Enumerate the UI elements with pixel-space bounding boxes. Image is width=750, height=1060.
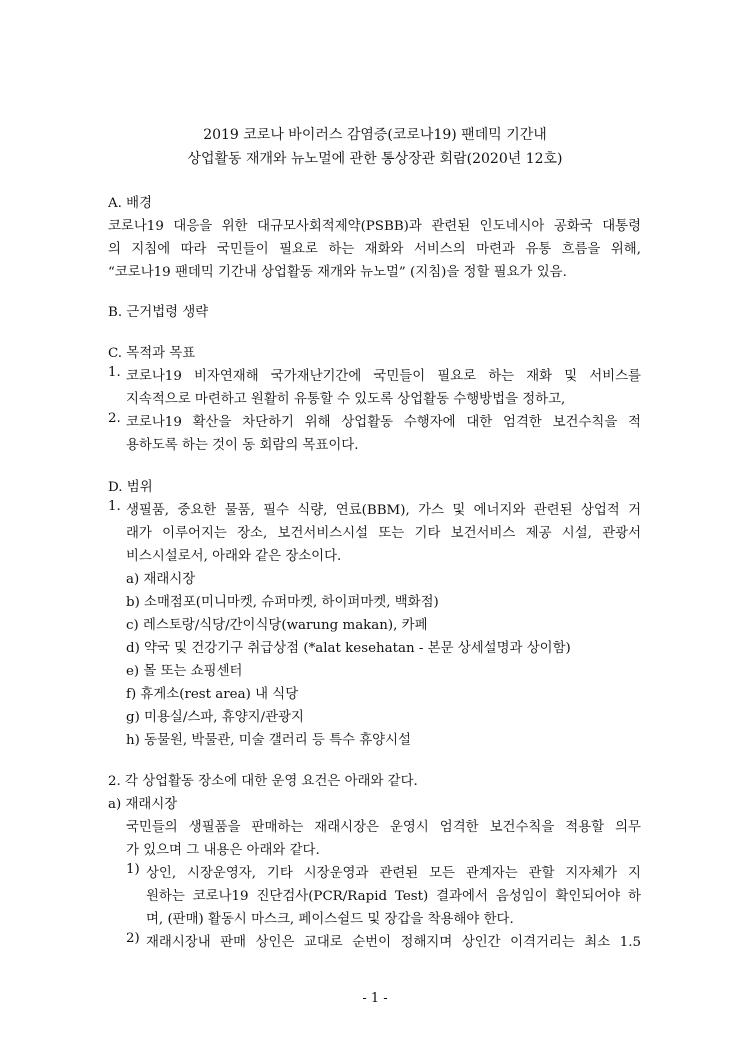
section-d-item-line: 비스시설로서, 아래와 같은 장소이다.: [126, 549, 342, 564]
scope-subitem: h) 동물원, 박물관, 미술 갤러리 등 특수 휴양시설: [126, 733, 411, 748]
section-c-heading: C. 목적과 목표: [108, 346, 196, 361]
section-a-line: “코로나19 팬데믹 기간내 상업활동 재개와 뉴노멀” (지침)을 정할 필요가 있음.: [108, 265, 567, 280]
market-rule-line: 재래시장내 판매 상인은 교대로 순번이 정해지며 상인간 이격거리는 최소 1.5: [146, 935, 641, 950]
market-rule-line: 상인, 시장운영자, 기타 시장운영과 관련된 모든 관계자는 관할 지자체가 지: [146, 866, 641, 881]
section-d-item-num: 1.: [108, 499, 121, 514]
section-c-item-num: 2.: [108, 411, 121, 426]
section-c-item-line: 코로나19 비자연재해 국가재난기간에 국민들이 필요로 하는 재화 및 서비스를: [126, 369, 641, 384]
market-rule-num: 1): [126, 862, 140, 877]
market-rule-line: 며, (판매) 활동시 마스크, 페이스쉴드 및 장갑을 착용해야 한다.: [146, 912, 514, 927]
market-rule-num: 2): [126, 931, 140, 946]
section-d-item-line: 래가 이루어지는 장소, 보건서비스시설 또는 기타 보건서비스 제공 시설, 관광서: [126, 526, 641, 541]
section-d-item2: 2. 각 상업활동 장소에 대한 운영 요건은 아래와 같다.: [108, 774, 418, 789]
document-title-line1: 2019 코로나 바이러스 감염증(코로나19) 팬데믹 기간내: [203, 127, 547, 143]
section-c-item-num: 1.: [108, 365, 121, 380]
traditional-market-heading: a) 재래시장: [108, 797, 178, 812]
scope-subitem: b) 소매점포(미니마켓, 슈퍼마켓, 하이퍼마켓, 백화점): [126, 595, 439, 610]
scope-subitem: e) 몰 또는 쇼핑센터: [126, 664, 243, 679]
section-c-item-line: 지속적으로 마련하고 원활히 유통할 수 있도록 상업활동 수행방법을 정하고,: [126, 392, 566, 407]
market-paragraph-line: 가 있으며 그 내용은 아래와 같다.: [126, 843, 320, 858]
section-a-heading: A. 배경: [108, 196, 153, 211]
scope-subitem: d) 약국 및 건강기구 취급상점 (*alat kesehatan - 본문 상세설명과 상이함): [126, 641, 571, 656]
section-c-item-line: 용하도록 하는 것이 동 회람의 목표이다.: [126, 438, 359, 453]
section-a-line: 의 지침에 따라 국민들이 필요로 하는 재화와 서비스의 마련과 유통 흐름을 위해,: [108, 242, 641, 257]
scope-subitem: g) 미용실/스파, 휴양지/관광지: [126, 710, 304, 725]
scope-subitem: a) 재래시장: [126, 572, 196, 587]
page-number: - 1 -: [362, 991, 388, 1006]
scope-subitem: c) 레스토랑/식당/간이식당(warung makan), 카페: [126, 618, 428, 633]
section-d-heading: D. 범위: [108, 480, 153, 495]
scope-subitem: f) 휴게소(rest area) 내 식당: [126, 687, 299, 702]
section-a-line: 코로나19 대응을 위한 대규모사회적제약(PSBB)과 관련된 인도네시아 공화국 대통령: [108, 219, 641, 234]
section-b-heading: B. 근거법령 생략: [108, 305, 209, 320]
document-title-line2: 상업활동 재개와 뉴노멀에 관한 통상장관 회람(2020년 12호): [187, 151, 563, 167]
market-rule-line: 원하는 코로나19 진단검사(PCR/Rapid Test) 결과에서 음성임이 확인되어야 하: [146, 889, 641, 904]
section-d-item-line: 생필품, 중요한 물품, 필수 식량, 연료(BBM), 가스 및 에너지와 관련된 상업적 거: [126, 503, 641, 518]
section-c-item-line: 코로나19 확산을 차단하기 위해 상업활동 수행자에 대한 엄격한 보건수칙을 적: [126, 415, 641, 430]
market-paragraph-line: 국민들의 생필품을 판매하는 재래시장은 운영시 엄격한 보건수칙을 적용할 의무: [126, 820, 641, 835]
